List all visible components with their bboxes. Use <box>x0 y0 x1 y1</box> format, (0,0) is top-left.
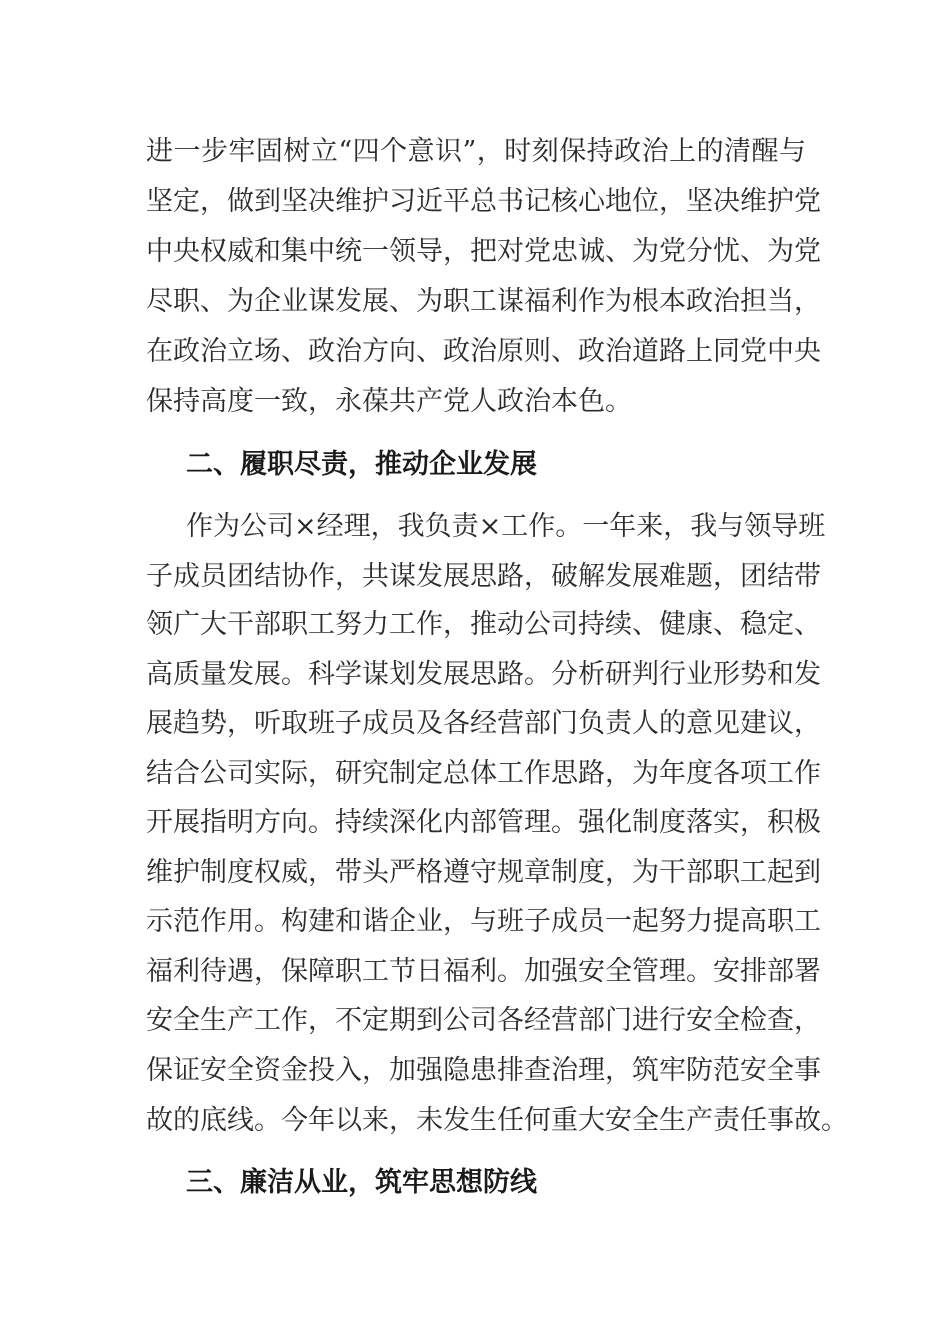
paragraph-line: 在政治立场、政治方向、政治原则、政治道路上同党中央 <box>146 336 821 367</box>
paragraph-line: 进一步牢固树立“四个意识”，时刻保持政治上的清醒与 <box>146 136 806 167</box>
paragraph-line: 中央权威和集中统一领导，把对党忠诚、为党分忧、为党 <box>146 236 821 267</box>
paragraph-line: 尽职、为企业谋发展、为职工谋福利作为根本政治担当， <box>146 286 821 317</box>
paragraph-line: 福利待遇，保障职工节日福利。加强安全管理。安排部署 <box>146 956 821 987</box>
paragraph-line: 结合公司实际，研究制定总体工作思路，为年度各项工作 <box>146 758 821 789</box>
paragraph-line: 坚定，做到坚决维护习近平总书记核心地位，坚决维护党 <box>146 186 821 217</box>
paragraph-line: 展趋势，听取班子成员及各经营部门负责人的意见建议， <box>146 708 821 739</box>
paragraph-line: 开展指明方向。持续深化内部管理。强化制度落实，积极 <box>146 807 821 838</box>
section-heading: 三、廉洁从业，筑牢思想防线 <box>186 1167 537 1198</box>
paragraph-line: 安全生产工作，不定期到公司各经营部门进行安全检查， <box>146 1005 821 1036</box>
paragraph-line: 维护制度权威，带头严格遵守规章制度，为干部职工起到 <box>146 857 821 888</box>
section-heading: 二、履职尽责，推动企业发展 <box>186 449 537 480</box>
paragraph-line: 保持高度一致，永葆共产党人政治本色。 <box>146 386 632 417</box>
paragraph-line: 作为公司×经理，我负责×工作。一年来，我与领导班 <box>186 511 826 542</box>
paragraph-line: 高质量发展。科学谋划发展思路。分析研判行业形势和发 <box>146 659 821 690</box>
paragraph-line: 保证安全资金投入，加强隐患排查治理，筑牢防范安全事 <box>146 1055 821 1086</box>
paragraph-line: 领广大干部职工努力工作，推动公司持续、健康、稳定、 <box>146 609 821 640</box>
paragraph-line: 子成员团结协作，共谋发展思路，破解发展难题，团结带 <box>146 561 821 592</box>
paragraph-line: 示范作用。构建和谐企业，与班子成员一起努力提高职工 <box>146 906 821 937</box>
paragraph-line: 故的底线。今年以来，未发生任何重大安全生产责任事故。 <box>146 1105 848 1136</box>
